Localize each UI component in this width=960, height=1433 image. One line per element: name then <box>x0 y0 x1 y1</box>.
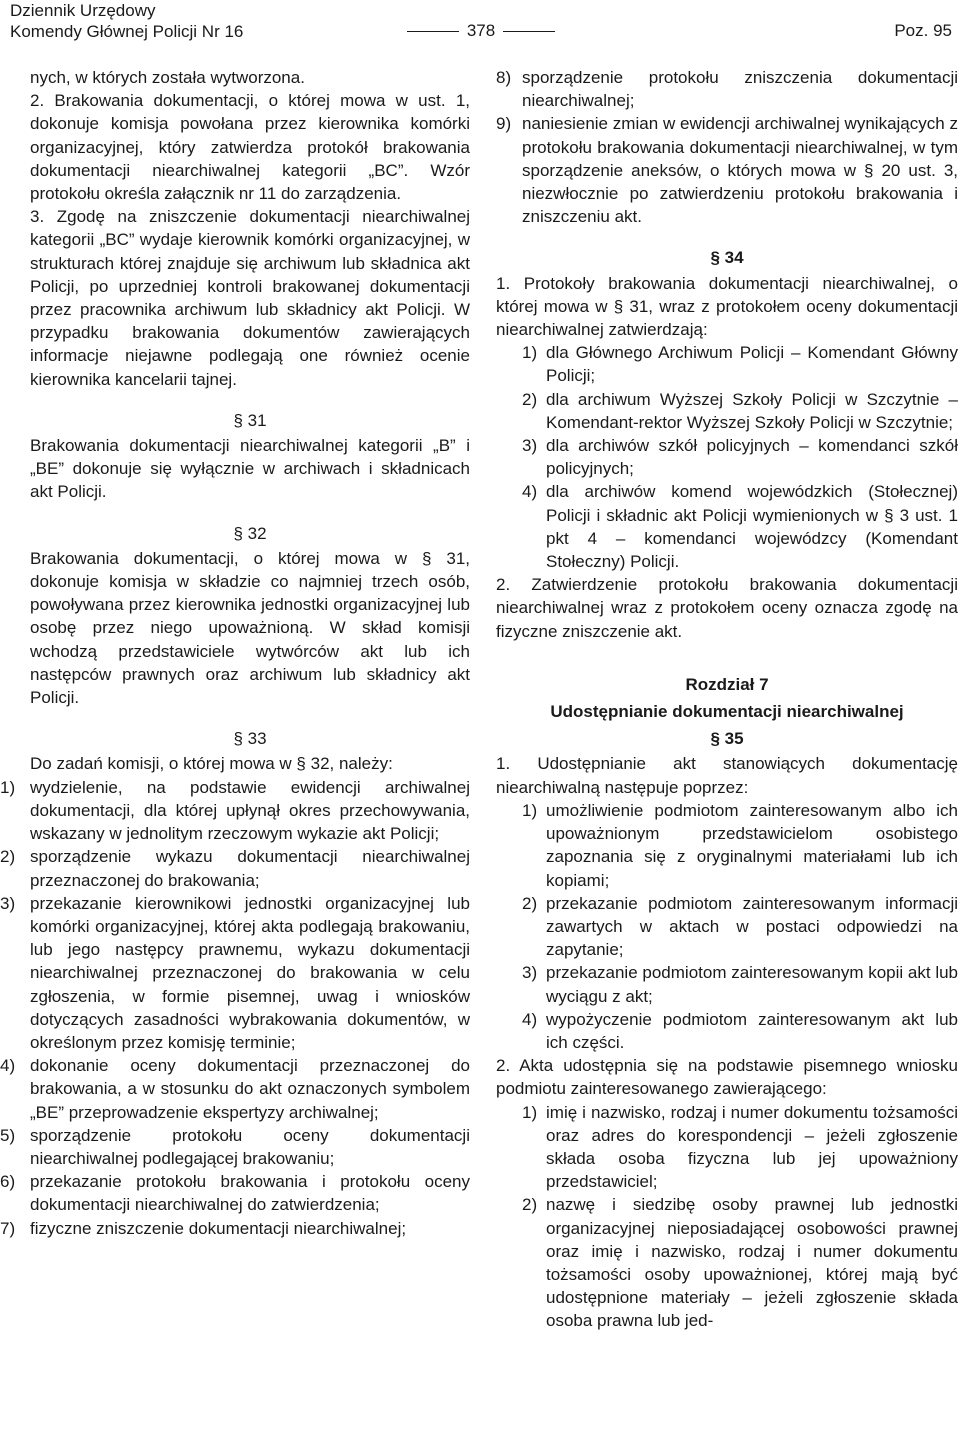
list-item <box>496 112 958 228</box>
section-34-paragraph-2: 2. Zatwierdzenie protokołu brakowania dokumentacji niearchiwalnej wraz z protokołem oceny oznacza zgodę na fizyczne zniszczenie akt. <box>496 575 958 641</box>
list-item-text: nazwę i siedzibę osoby prawnej lub jednostki organizacyjnej nieposiadającej osobowości prawnej oraz imię i nazwisko, rodzaj i numer dokumentu tożsamości osoby upoważnionej, której mają być udostępnione materiały – jeżeli zgłoszenie składa osoba prawna lub jed- <box>546 1195 958 1331</box>
section-35-heading: § 35 <box>710 729 744 749</box>
list-item-number: 5) <box>0 1125 16 1145</box>
list-item-number: 2) <box>522 1195 538 1215</box>
list-item-number: 3) <box>0 893 16 913</box>
list-item-number: 1) <box>522 800 538 820</box>
list-item <box>496 1101 958 1194</box>
list-item-number: 1) <box>522 1102 538 1122</box>
list-item <box>496 341 958 387</box>
journal-title-line2: Komendy Głównej Policji Nr 16 <box>10 22 244 41</box>
list-item-text: imię i nazwisko, rodzaj i numer dokumentu tożsamości oraz adres do korespondencji – jeżeli zgłoszenie składa osoba fizyczna lub jej upoważniony przedstawiciel; <box>546 1102 958 1192</box>
list-item <box>496 1193 958 1332</box>
paragraph-3: 3. Zgodę na zniszczenie dokumentacji niearchiwalnej kategorii „BC” wydaje kierownik komórki organizacyjnej, w strukturach której znajduje się archiwum lub składnica akt Policji, po uprzedniej kontroli brakowanej dokumentacji przez pracownika archiwum lub składnicy akt Policji. W przypadku brakowania dokumentów zawierających informacje niejawne podlegają one również ocenie kierownika kancelarii tajnej. <box>30 207 470 389</box>
right-column <box>496 66 958 1333</box>
section-31-heading: § 31 <box>233 410 267 430</box>
list-item-text: dla archiwów komend wojewódzkich (Stołecznej) Policji i składnic akt Policji wymienionych w § 3 ust. 1 pkt 4 – komendanci wojewódzcy (Komendant Stołeczny) Policji. <box>546 482 958 572</box>
list-item-text: przekazanie podmiotom zainteresowanym informacji zawartych w aktach w postaci odpowiedzi na zapytanie; <box>546 893 958 960</box>
list-item-number: 8) <box>496 68 512 87</box>
section-32-text: Brakowania dokumentacji, o której mowa w § 31, dokonuje komisja w składzie co najmniej trzech osób, powoływana przez kierownika jednostki organizacyjnej lub osobę przez niego upoważnioną. W skład komisji wchodzą przedstawiciele wytwórców akt lub ich następców prawnych oraz archiwum lub składnicy akt Policji. <box>30 548 470 708</box>
list-item <box>0 1124 470 1170</box>
page-header <box>10 0 952 44</box>
list-item-number: 3) <box>522 963 538 983</box>
list-item-text: wydzielenie, na podstawie ewidencji archiwalnej dokumentacji, dla której upłynął okres przechowywania, wskazany w jednolitym rzeczowym wykazie akt Policji; <box>30 777 470 844</box>
list-item <box>496 480 958 573</box>
list-item-text: przekazanie kierownikowi jednostki organizacyjnej lub komórki organizacyjnej, której akta podlegają brakowaniu, lub jego następcy prawnemu, wykazu dokumentacji niearchiwalnej przeznaczonej do brakowania w celu zgłoszenia, w formie pisemnej, uwag i wniosków dotyczących zasadności wybrakowania dokumentów, w określonym przez komisję terminie; <box>30 893 470 1052</box>
list-item <box>496 961 958 1007</box>
list-item <box>0 1054 470 1124</box>
list-item <box>0 1217 470 1240</box>
list-item <box>496 434 958 480</box>
list-item <box>496 66 958 112</box>
list-item-text: umożliwienie podmiotom zainteresowanym albo ich upoważnionym przedstawicielom osobistego zapoznania się z oryginalnymi materiałami lub ich kopiami; <box>546 800 958 890</box>
page-number: 378 <box>466 21 496 40</box>
list-item-text: dla archiwów szkół policyjnych – komendanci szkół policyjnych; <box>546 436 958 479</box>
section-35-paragraph-2: 2. Akta udostępnia się na podstawie pisemnego wniosku podmiotu zainteresowanego zawierającego: <box>496 1056 958 1099</box>
list-item-text: sporządzenie protokołu zniszczenia dokumentacji niearchiwalnej; <box>522 68 958 111</box>
list-item-number: 2) <box>522 389 538 409</box>
paragraph-2: 2. Brakowania dokumentacji, o której mowa w ust. 1, dokonuje komisja powołana przez kierownika komórki organizacyjnej, który zatwierdza protokół brakowania dokumentacji niearchiwalnej kategorii „BC”. Wzór protokołu określa załącznik nr 11 do zarządzenia. <box>30 91 470 204</box>
list-item-number: 1) <box>0 777 16 797</box>
section-34-heading: § 34 <box>710 248 744 268</box>
list-item-text: dokonanie oceny dokumentacji przeznaczonej do brakowania, a w stosunku do akt oznaczonych symbolem „BE” przeprowadzenie ekspertyzy archiwalnej; <box>30 1056 470 1122</box>
list-item-number: 4) <box>522 1009 538 1029</box>
list-item-text: przekazanie podmiotom zainteresowanym kopii akt lub wyciągu z akt; <box>546 963 958 1006</box>
list-item <box>0 776 470 846</box>
list-item <box>496 1008 958 1054</box>
section-31-text: Brakowania dokumentacji niearchiwalnej kategorii „B” i „BE” dokonuje się wyłącznie w archiwach i składnicach akt Policji. <box>30 436 470 502</box>
chapter-label: Rozdział 7 <box>685 674 769 694</box>
list-item-number: 2) <box>0 847 16 867</box>
list-item <box>0 1170 470 1216</box>
list-item <box>496 892 958 962</box>
list-item-text: wypożyczenie podmiotom zainteresowanym akt lub ich części. <box>546 1009 958 1052</box>
section-35-paragraph-1: 1. Udostępnianie akt stanowiących dokumentację niearchiwalną następuje poprzez: <box>496 754 958 797</box>
chapter-title: Udostępnianie dokumentacji niearchiwalnej <box>550 702 904 722</box>
list-item-number: 6) <box>0 1172 16 1192</box>
page-number-dash-left <box>407 31 459 32</box>
list-item-text: przekazanie protokołu brakowania i protokołu oceny dokumentacji niearchiwalnej do zatwierdzenia; <box>30 1172 470 1215</box>
section-32-heading: § 32 <box>233 523 267 543</box>
list-item-number: 1) <box>522 343 538 363</box>
list-item-text: dla archiwum Wyższej Szkoły Policji w Szczytnie – Komendant-rektor Wyższej Szkoły Policji w Szczytnie; <box>546 389 958 432</box>
intro-line: nych, w których została wytworzona. <box>30 68 305 87</box>
list-item <box>496 799 958 892</box>
list-item-text: sporządzenie wykazu dokumentacji niearchiwalnej przeznaczonej do brakowania; <box>30 847 470 890</box>
list-item <box>496 388 958 434</box>
list-item-text: sporządzenie protokołu oceny dokumentacji niearchiwalnej podlegającej brakowaniu; <box>30 1125 470 1168</box>
list-item-text: dla Głównego Archiwum Policji – Komendant Główny Policji; <box>546 343 958 386</box>
list-item-text: naniesienie zmian w ewidencji archiwalnej wynikających z protokołu brakowania dokumentacji niearchiwalnej, w tym sporządzenie aneksów, o których mowa w § 20 ust. 3, niezwłocznie po zatwierdzeniu protokołu brakowania i zniszczeniu akt. <box>522 114 958 227</box>
list-item <box>0 845 470 891</box>
section-33-heading: § 33 <box>233 729 267 749</box>
list-item-number: 7) <box>0 1218 16 1238</box>
list-item-number: 4) <box>522 482 538 502</box>
list-item-number: 9) <box>496 114 512 134</box>
page-number-dash-right <box>503 31 555 32</box>
section-33-intro: Do zadań komisji, o której mowa w § 32, należy: <box>30 754 393 774</box>
section-34-paragraph-1: 1. Protokoły brakowania dokumentacji niearchiwalnej, o której mowa w § 31, wraz z protokołem oceny dokumentacji niearchiwalnej zatwierdzają: <box>496 273 958 340</box>
journal-title-line1: Dziennik Urzędowy <box>10 1 156 20</box>
list-item <box>0 892 470 1054</box>
list-item-number: 2) <box>522 893 538 913</box>
list-item-number: 3) <box>522 436 538 456</box>
page-number-block <box>10 20 952 41</box>
position-number: Poz. 95 <box>894 21 952 40</box>
list-item-text: fizyczne zniszczenie dokumentacji niearchiwalnej; <box>30 1218 407 1238</box>
list-item-number: 4) <box>0 1056 16 1076</box>
left-column <box>0 66 470 1240</box>
